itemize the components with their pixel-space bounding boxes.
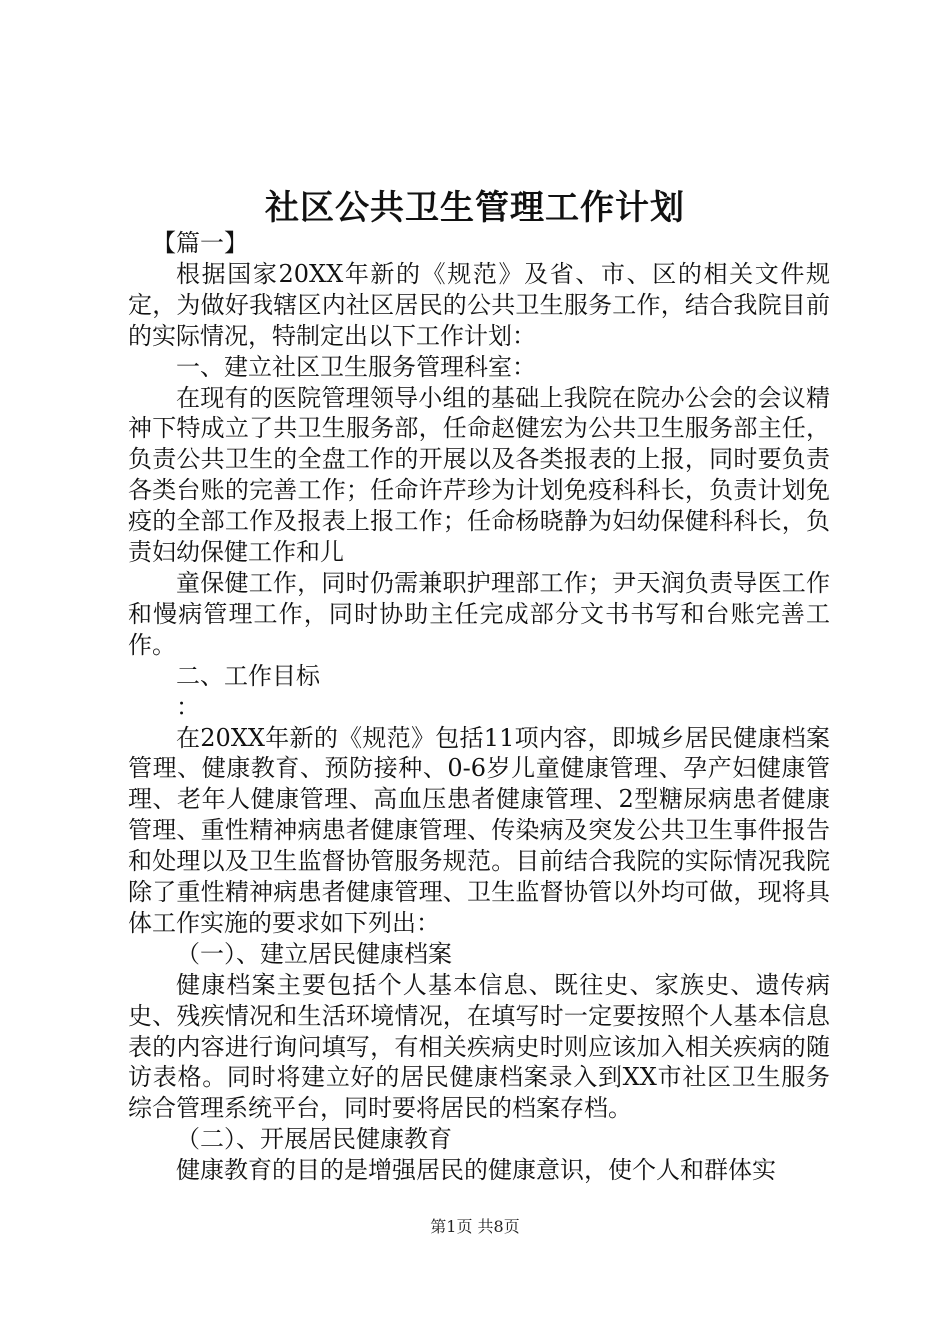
section-label: 【篇一】 [152,229,248,257]
paragraph: 在现有的医院管理领导小组的基础上我院在院办公会的会议精神下特成立了共卫生服务部，任命赵健宏为公共卫生服务部主任，负责公共卫生的全盘工作的开展以及各类报表的上报，同时要负责各类台账的完善工作；任命许芹珍为计划免疫科科长，负责计划免疫的全部工作及报表上报工作；任命杨晓静为妇幼保健科科长，负责妇幼保健工作和儿 [128,383,830,567]
paragraph: 在20XX年新的《规范》包括11项内容，即城乡居民健康档案管理、健康教育、预防接种、0-6岁儿童健康管理、孕产妇健康管理、老年人健康管理、高血压患者健康管理、2型糖尿病患者健康管理、重性精神病患者健康管理、传染病及突发公共卫生事件报告和处理以及卫生监督协管服务规范。目前结合我院的实际情况我院除了重性精神病患者健康管理、卫生监督协管以外均可做，现将具体工作实施的要求如下列出： [128,723,830,937]
paragraph: ： [176,692,200,721]
subsection-heading: （一）、建立居民健康档案 [176,939,452,968]
paragraph: 根据国家20XX年新的《规范》及省、市、区的相关文件规定，为做好我辖区内社区居民的公共卫生服务工作，结合我院目前的实际情况，特制定出以下工作计划： [128,259,830,350]
document-body [128,228,830,1186]
subsection-heading: （二）、开展居民健康教育 [176,1125,452,1154]
paragraph: 童保健工作，同时仍需兼职护理部工作；尹天润负责导医工作和慢病管理工作，同时协助主任完成部分文书书写和台账完善工作。 [128,568,830,659]
paragraph: 健康教育的目的是增强居民的健康意识，使个人和群体实 [176,1156,776,1185]
paragraph: 健康档案主要包括个人基本信息、既往史、家族史、遗传病史、残疾情况和生活环境情况，在填写时一定要按照个人基本信息表的内容进行询问填写，有相关疾病史时则应该加入相关疾病的随访表格。同时将建立好的居民健康档案录入到XX市社区卫生服务综合管理系统平台，同时要将居民的档案存档。 [128,970,830,1123]
document-title: 社区公共卫生管理工作计划 [265,188,685,228]
page-number: 第1页 共8页 [430,1217,520,1236]
section-heading: 二、工作目标 [176,661,320,690]
section-heading: 一、建立社区卫生服务管理科室： [176,352,536,381]
